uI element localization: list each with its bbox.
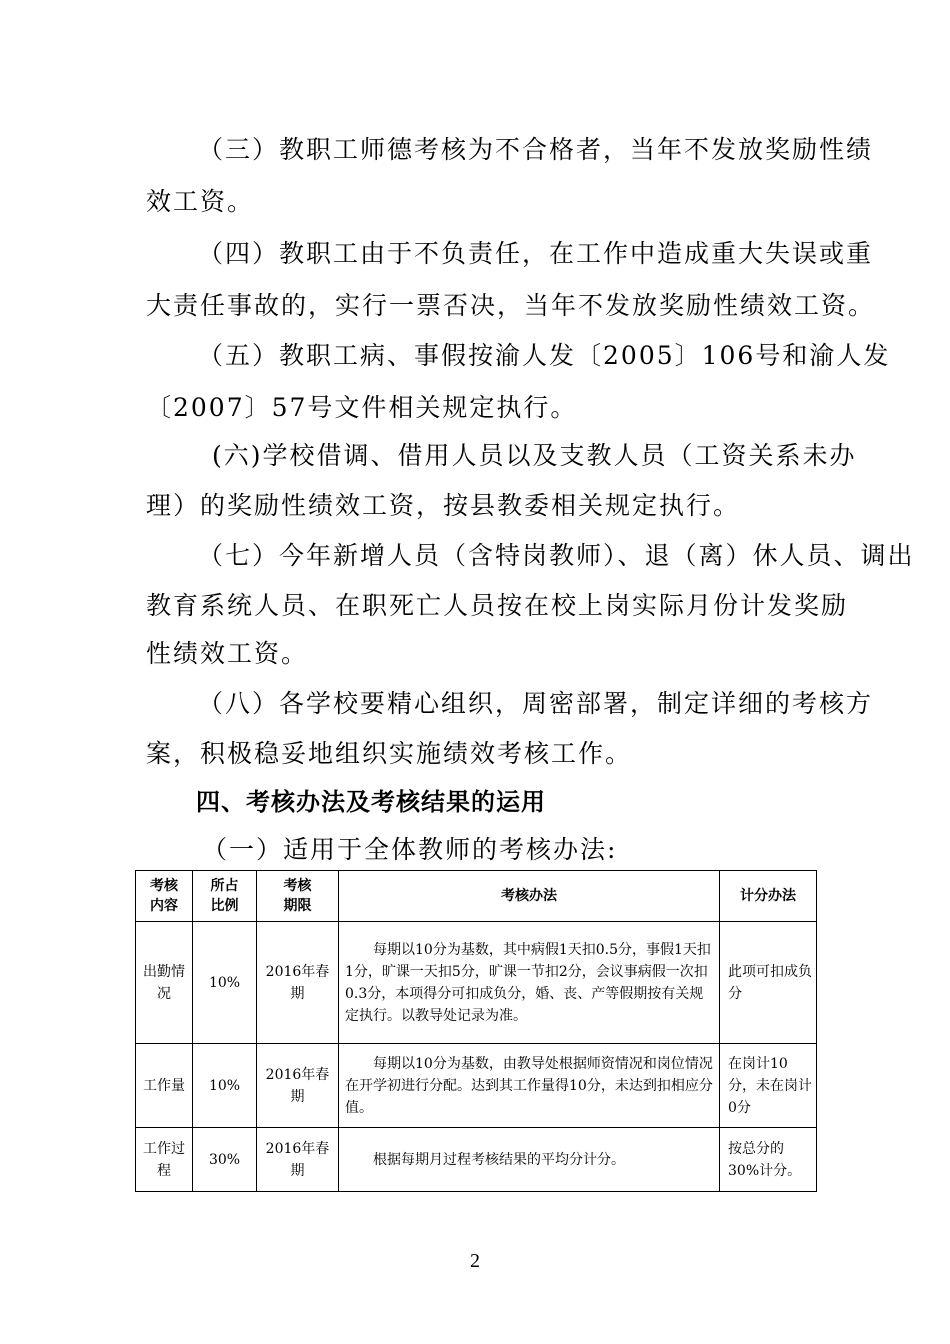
paragraph-line: 〔2007〕57号文件相关规定执行。 bbox=[146, 393, 578, 422]
cell-ratio: 10% bbox=[193, 1044, 257, 1128]
paragraph-line: （三）教职工师德考核为不合格者，当年不发放奖励性绩 bbox=[198, 135, 874, 164]
table-row bbox=[136, 922, 817, 1044]
cell-method: 每期以10分为基数，其中病假1天扣0.5分，事假1天扣1分，旷课一天扣5分，旷课一节扣2分，会议事病假一次扣0.3分，本项得分可扣成负分，婚、丧、产等假期按有关规定执行。以教导处记录为准。 bbox=[339, 922, 720, 1044]
paragraph-line: 理）的奖励性绩效工资，按县教委相关规定执行。 bbox=[146, 491, 741, 520]
cell-score: 在岗计10分，未在岗计0分 bbox=[720, 1044, 817, 1128]
cell-content: 工作量 bbox=[136, 1044, 193, 1128]
cell-content: 工作过程 bbox=[136, 1128, 193, 1192]
paragraph-line: （五）教职工病、事假按渝人发〔2005〕106号和渝人发 bbox=[198, 341, 891, 370]
page-number: 2 bbox=[470, 1250, 480, 1272]
cell-period: 2016年春期 bbox=[257, 1128, 339, 1192]
paragraph-line: 教育系统人员、在职死亡人员按在校上岗实际月份计发奖励 bbox=[146, 591, 849, 620]
header-content: 考核 内容 bbox=[136, 871, 193, 922]
cell-score: 按总分的30%计分。 bbox=[720, 1128, 817, 1192]
sub-heading: （一）适用于全体教师的考核办法: bbox=[202, 835, 618, 864]
table-header-row bbox=[136, 871, 817, 922]
section-heading: 四、考核办法及考核结果的运用 bbox=[196, 788, 546, 816]
paragraph-line: （七）今年新增人员（含特岗教师）、退（离）休人员、调出 bbox=[198, 541, 915, 570]
paragraph-line: 大责任事故的，实行一票否决，当年不发放奖励性绩效工资。 bbox=[146, 291, 876, 320]
paragraph-line: 案，积极稳妥地组织实施绩效考核工作。 bbox=[146, 739, 633, 768]
paragraph-line: 性绩效工资。 bbox=[146, 639, 309, 668]
header-score: 计分办法 bbox=[720, 871, 817, 922]
cell-period: 2016年春期 bbox=[257, 1044, 339, 1128]
table-row bbox=[136, 1128, 817, 1192]
header-method: 考核办法 bbox=[339, 871, 720, 922]
paragraph-line: (六)学校借调、借用人员以及支教人员（工资关系未办 bbox=[212, 441, 857, 470]
cell-method: 每期以10分为基数，由教导处根据师资情况和岗位情况在开学初进行分配。达到其工作量得10分，未达到扣相应分值。 bbox=[339, 1044, 720, 1128]
cell-ratio: 30% bbox=[193, 1128, 257, 1192]
assessment-table bbox=[135, 870, 817, 1192]
header-ratio: 所占 比例 bbox=[193, 871, 257, 922]
cell-method: 根据每期月过程考核结果的平均分计分。 bbox=[339, 1128, 720, 1192]
table-row bbox=[136, 1044, 817, 1128]
paragraph-line: （四）教职工由于不负责任，在工作中造成重大失误或重 bbox=[198, 239, 874, 268]
cell-score: 此项可扣成负分 bbox=[720, 922, 817, 1044]
cell-ratio: 10% bbox=[193, 922, 257, 1044]
paragraph-line: 效工资。 bbox=[146, 187, 255, 216]
header-period: 考核 期限 bbox=[257, 871, 339, 922]
paragraph-line: （八）各学校要精心组织，周密部署，制定详细的考核方 bbox=[198, 689, 874, 718]
cell-content: 出勤情况 bbox=[136, 922, 193, 1044]
cell-period: 2016年春期 bbox=[257, 922, 339, 1044]
